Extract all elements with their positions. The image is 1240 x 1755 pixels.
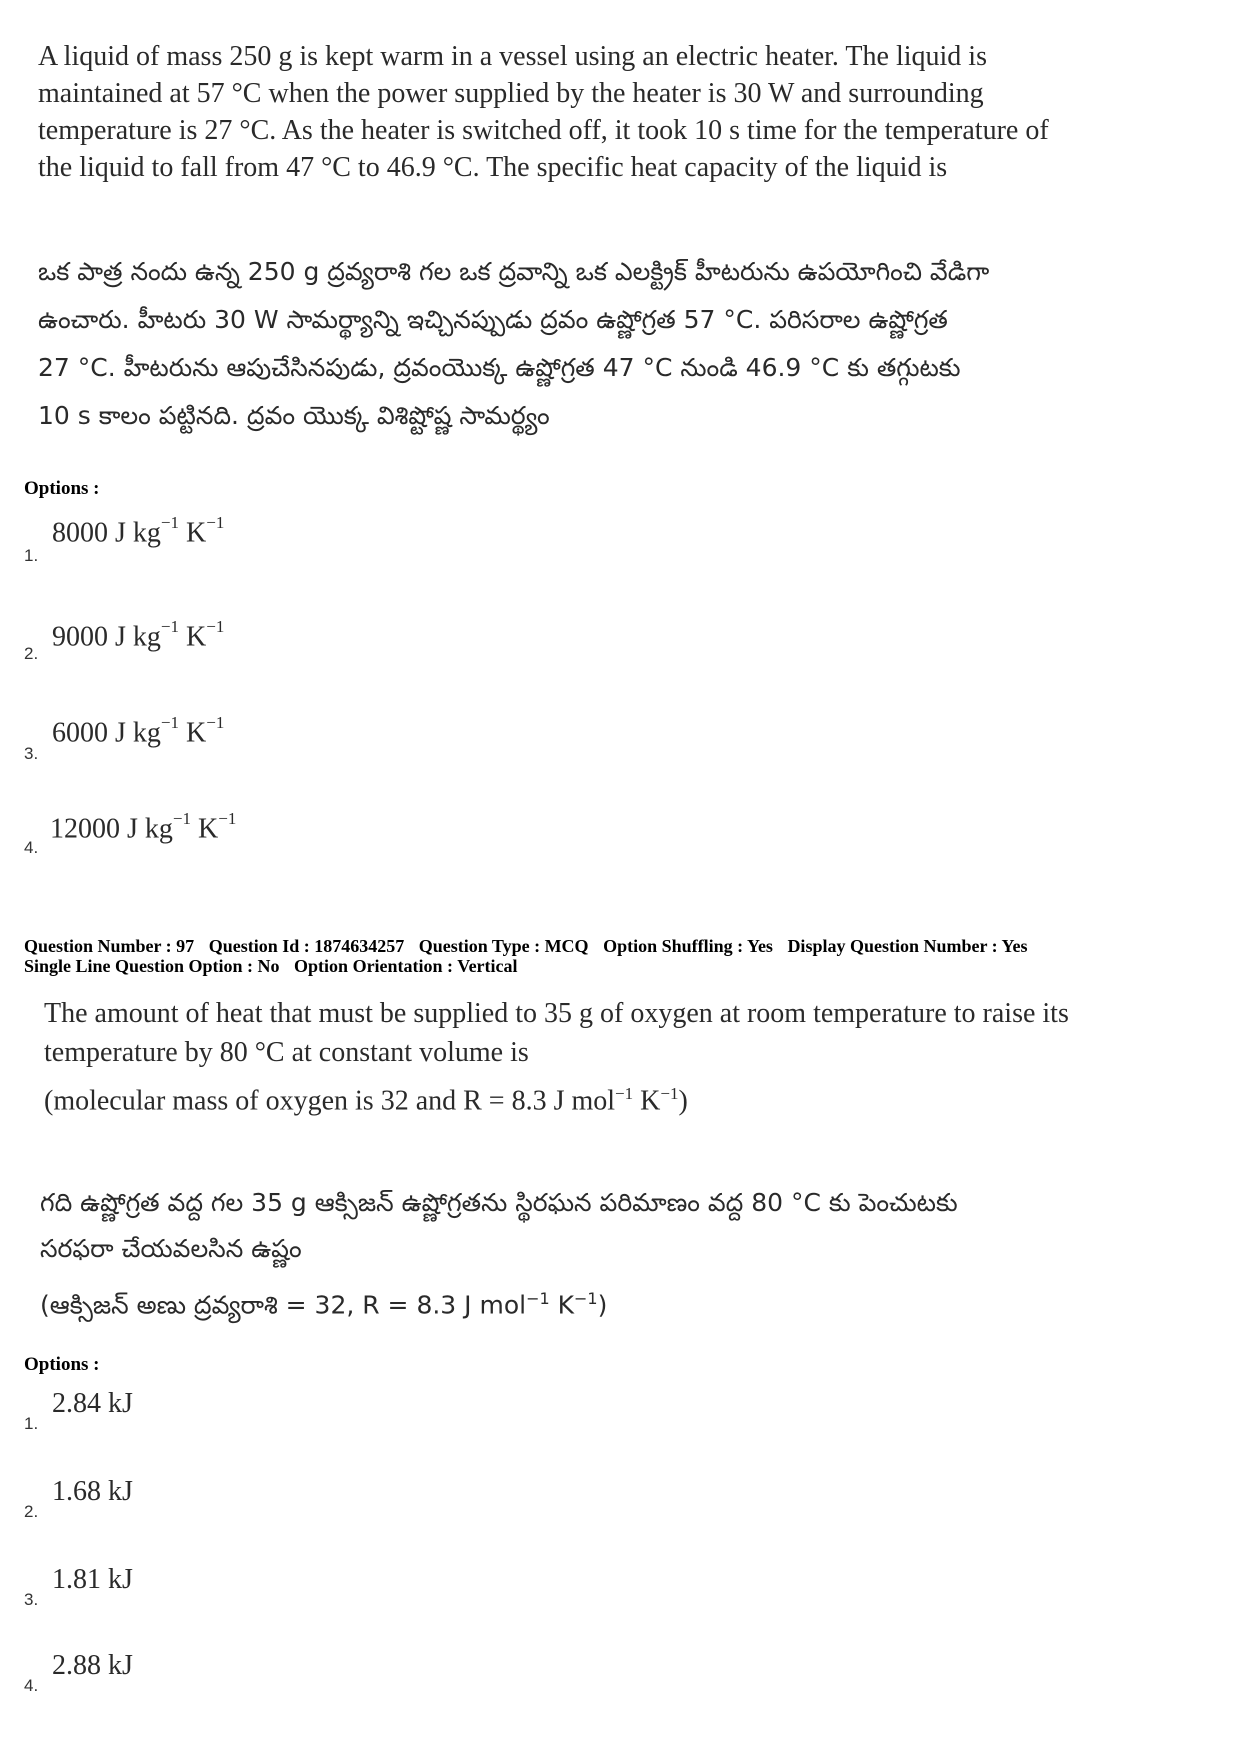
meta-question-number: Question Number : 97 <box>24 936 195 956</box>
q96-option-3-unit: K <box>179 717 207 749</box>
q96-option-4-number: 4. <box>24 838 39 857</box>
q96-en-line-4: the liquid to fall from 47 °C to 46.9 °C. The specific heat capacity of the liquid is <box>38 152 948 183</box>
q96-options-label: Options : <box>24 478 100 499</box>
q96-option-1-value: 8000 J kg <box>52 517 161 549</box>
q96-te-line-1: ఒక పాత్ర నందు ఉన్న 250 g ద్రవ్యరాశి గల ఒక ద్రవాన్ని ఒక ఎలక్ట్రిక్ హీటరును ఉపయోగించి వేడిగా <box>38 257 990 286</box>
q96-option-4-exp: −1 <box>172 809 191 828</box>
question-97-telugu <box>40 1180 1144 1328</box>
question-96-english <box>38 38 1144 186</box>
q96-option-2-value: 9000 J kg <box>52 621 161 653</box>
q97-en-line-1: The amount of heat that must be supplied to 35 g of oxygen at room temperature to raise its <box>44 998 1069 1029</box>
q97-option-2-number: 2. <box>24 1502 39 1521</box>
meta-orientation: Option Orientation : Vertical <box>294 956 518 976</box>
q96-en-line-1: A liquid of mass 250 g is kept warm in a vessel using an electric heater. The liquid is <box>38 41 987 72</box>
q97-te-line-1: గది ఉష్ణోగ్రత వద్ద గల 35 g ఆక్సిజన్ ఉష్ణోగ్రతను స్థిరఘన పరిమాణం వద్ద 80 °C కు పెంచుటకు <box>40 1188 958 1217</box>
q97-en-note: (molecular mass of oxygen is 32 and R = 8.3 J mol$^{-1}$ $K^{-1}$) <box>44 1084 688 1117</box>
q97-option-4-number: 4. <box>24 1676 39 1695</box>
q97-te-line-2: సరఫరా చేయవలసిన ఉష్ణం <box>40 1234 302 1263</box>
meta-line-1 <box>24 936 1037 956</box>
q97-option-4[interactable] <box>24 1650 624 1710</box>
q96-option-2[interactable] <box>24 617 624 680</box>
q97-te-note: (ఆక్సిజన్ అణు ద్రవ్యరాశి = 32, R = 8.3 J mol$^{-1}$ $K^{-1}$) <box>40 1289 608 1320</box>
q96-option-4[interactable] <box>24 809 624 872</box>
q97-option-1-number: 1. <box>24 1414 39 1433</box>
question-97-english <box>44 994 1144 1120</box>
q97-option-1[interactable] <box>24 1388 624 1448</box>
q96-option-4-exp2: −1 <box>218 809 237 828</box>
meta-single-line: Single Line Question Option : No <box>24 956 280 976</box>
meta-option-shuffling: Option Shuffling : Yes <box>603 936 773 956</box>
q96-option-3[interactable] <box>24 713 624 776</box>
q97-option-2[interactable] <box>24 1476 624 1536</box>
q96-option-4-value: 12000 J kg <box>50 813 173 845</box>
q97-option-3[interactable] <box>24 1564 624 1624</box>
meta-line-2 <box>24 956 1037 976</box>
q96-en-line-3: temperature is 27 °C. As the heater is switched off, it took 10 s time for the temperature of <box>38 115 1049 146</box>
q97-en-line-2: temperature by 80 °C at constant volume is <box>44 1037 529 1068</box>
q96-option-2-number: 2. <box>24 644 39 663</box>
question-96-telugu <box>38 248 1144 440</box>
q96-option-3-number: 3. <box>24 744 39 763</box>
q97-option-2-value: 1.68 kJ <box>52 1476 133 1507</box>
q96-option-3-value: 6000 J kg <box>52 717 161 749</box>
q96-option-2-unit: K <box>179 621 207 653</box>
q96-option-4-unit: K <box>191 813 219 845</box>
q96-te-line-4: 10 s కాలం పట్టినది. ద్రవం యొక్క విశిష్టోష్ణ సామర్థ్యం <box>38 401 550 430</box>
q96-option-3-exp2: −1 <box>206 713 225 732</box>
meta-display-number: Display Question Number : Yes <box>787 936 1028 956</box>
q96-option-1-exp: −1 <box>160 513 179 532</box>
q96-option-2-exp2: −1 <box>206 617 225 636</box>
q97-options-label: Options : <box>24 1354 100 1375</box>
q96-te-line-3: 27 °C. హీటరును ఆపుచేసినపుడు, ద్రవంయొక్క ఉష్ణోగ్రత 47 °C నుండి 46.9 °C కు తగ్గుటకు <box>38 353 961 382</box>
q96-en-line-2: maintained at 57 °C when the power supplied by the heater is 30 W and surrounding <box>38 78 984 109</box>
q96-option-1-exp2: −1 <box>206 513 225 532</box>
q96-option-3-exp: −1 <box>160 713 179 732</box>
meta-question-id: Question Id : 1874634257 <box>208 936 405 956</box>
meta-question-type: Question Type : MCQ <box>418 936 589 956</box>
q96-option-2-exp: −1 <box>160 617 179 636</box>
q96-te-line-2: ఉంచారు. హీటరు 30 W సామర్థ్యాన్ని ఇచ్చినప్పుడు ద్రవం ఉష్ణోగ్రత 57 °C. పరిసరాల ఉష్ణోగ్రత <box>38 305 948 334</box>
q97-option-4-value: 2.88 kJ <box>52 1650 133 1681</box>
q97-option-3-value: 1.81 kJ <box>52 1564 133 1595</box>
question-97-meta <box>24 936 1037 976</box>
q96-option-1-number: 1. <box>24 546 39 565</box>
q97-option-3-number: 3. <box>24 1590 39 1609</box>
q96-option-1[interactable] <box>24 513 624 576</box>
q97-option-1-value: 2.84 kJ <box>52 1388 133 1419</box>
q96-option-1-unit: K <box>179 517 207 549</box>
